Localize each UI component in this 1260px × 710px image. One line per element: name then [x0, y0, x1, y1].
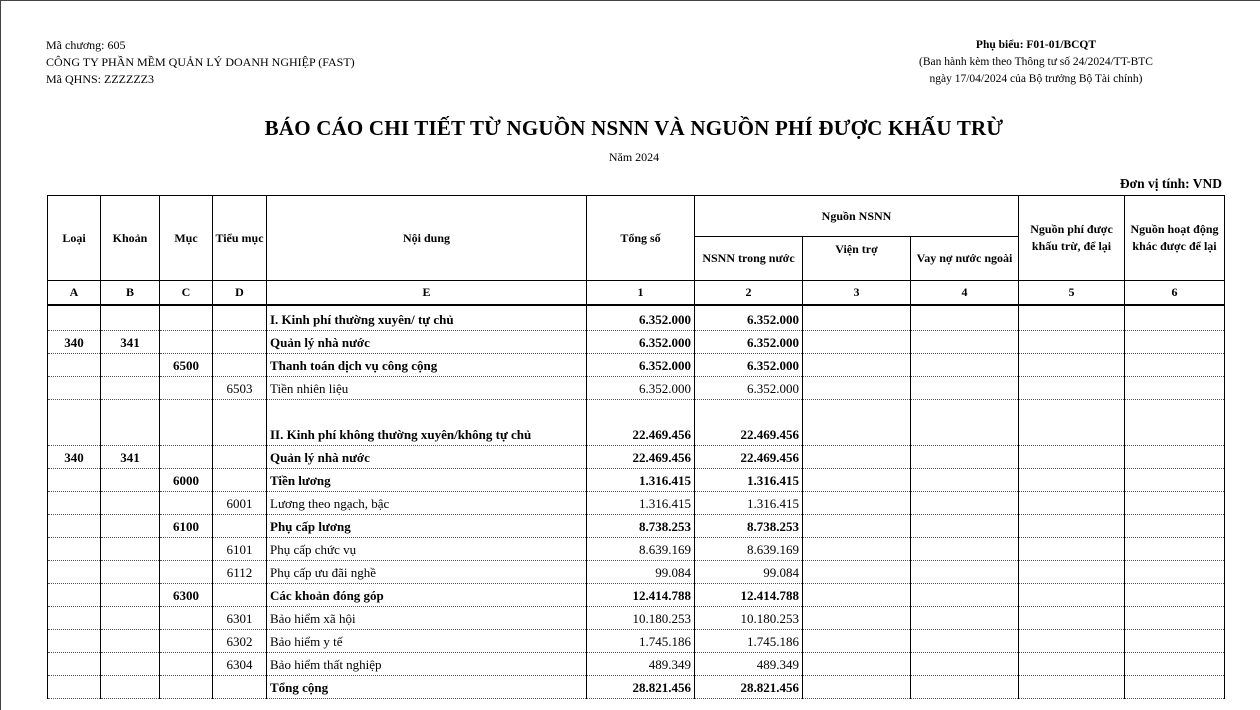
- cell-nguon-hoat-dong: [1125, 537, 1225, 560]
- cell-tieu-muc: 6301: [213, 606, 267, 629]
- cell-vien-tro: [803, 652, 911, 675]
- cell-loai: [48, 583, 101, 606]
- cell-vien-tro: [803, 468, 911, 491]
- cell-vay-no: [911, 399, 1019, 445]
- table-row: [48, 330, 1225, 353]
- currency-unit: Đơn vị tính: VND: [1119, 176, 1222, 191]
- cell-nguon-hoat-dong: [1125, 652, 1225, 675]
- code-3: 3: [803, 281, 911, 305]
- cell-vay-no: [911, 376, 1019, 399]
- table-row: [48, 491, 1225, 514]
- cell-nguon-phi: [1019, 514, 1125, 537]
- cell-noi-dung: Tổng cộng: [267, 675, 587, 698]
- report-title: BÁO CÁO CHI TIẾT TỪ NGUỒN NSNN VÀ NGUỒN PHÍ ĐƯỢC KHẤU TRỪ: [264, 116, 1004, 140]
- cell-vien-tro: [803, 399, 911, 445]
- cell-vien-tro: [803, 583, 911, 606]
- cell-tieu-muc: [213, 514, 267, 537]
- cell-nguon-phi: [1019, 491, 1125, 514]
- cell-khoan: [101, 537, 160, 560]
- cell-tong-so: 10.180.253: [587, 606, 695, 629]
- cell-vien-tro: [803, 376, 911, 399]
- cell-nsnn-trong-nuoc: 12.414.788: [695, 583, 803, 606]
- cell-vay-no: [911, 353, 1019, 376]
- cell-muc: [160, 445, 213, 468]
- cell-vay-no: [911, 652, 1019, 675]
- cell-vien-tro: [803, 537, 911, 560]
- cell-muc: 6300: [160, 583, 213, 606]
- cell-muc: [160, 399, 213, 445]
- cell-nguon-phi: [1019, 376, 1125, 399]
- circular-reference: (Ban hành kèm theo Thông tư số 24/2024/TT-BTC: [919, 56, 1153, 68]
- cell-vien-tro: [803, 330, 911, 353]
- cell-vien-tro: [803, 629, 911, 652]
- cell-noi-dung: Tiền nhiên liệu: [267, 376, 587, 399]
- cell-tong-so: 1.745.186: [587, 629, 695, 652]
- report-body: [48, 305, 1225, 699]
- cell-nguon-hoat-dong: [1125, 445, 1225, 468]
- cell-nsnn-trong-nuoc: 6.352.000: [695, 308, 803, 331]
- cell-nguon-hoat-dong: [1125, 330, 1225, 353]
- cell-nsnn-trong-nuoc: 99.084: [695, 560, 803, 583]
- cell-khoan: [101, 399, 160, 445]
- cell-loai: [48, 468, 101, 491]
- cell-nsnn-trong-nuoc: 1.745.186: [695, 629, 803, 652]
- cell-vay-no: [911, 629, 1019, 652]
- cell-loai: 340: [48, 445, 101, 468]
- cell-nsnn-trong-nuoc: 10.180.253: [695, 606, 803, 629]
- cell-muc: [160, 308, 213, 331]
- table-row: [48, 468, 1225, 491]
- cell-loai: [48, 399, 101, 445]
- chapter-code: Mã chương: 605: [46, 38, 126, 52]
- cell-loai: [48, 353, 101, 376]
- cell-vay-no: [911, 491, 1019, 514]
- cell-khoan: [101, 468, 160, 491]
- cell-vien-tro: [803, 606, 911, 629]
- cell-nguon-hoat-dong: [1125, 376, 1225, 399]
- cell-tong-so: 489.349: [587, 652, 695, 675]
- cell-vay-no: [911, 308, 1019, 331]
- cell-vay-no: [911, 560, 1019, 583]
- cell-tong-so: 8.738.253: [587, 514, 695, 537]
- cell-vay-no: [911, 675, 1019, 698]
- cell-muc: [160, 491, 213, 514]
- cell-loai: [48, 491, 101, 514]
- cell-nsnn-trong-nuoc: 6.352.000: [695, 376, 803, 399]
- cell-muc: [160, 606, 213, 629]
- cell-khoan: [101, 629, 160, 652]
- cell-vay-no: [911, 445, 1019, 468]
- cell-loai: [48, 675, 101, 698]
- code-4: 4: [911, 281, 1019, 305]
- cell-nguon-phi: [1019, 330, 1125, 353]
- cell-vien-tro: [803, 353, 911, 376]
- cell-tieu-muc: 6304: [213, 652, 267, 675]
- code-e: E: [267, 281, 587, 305]
- cell-noi-dung: Phụ cấp lương: [267, 514, 587, 537]
- cell-tieu-muc: [213, 308, 267, 331]
- cell-vien-tro: [803, 308, 911, 331]
- cell-noi-dung: Bảo hiểm thất nghiệp: [267, 652, 587, 675]
- cell-nguon-hoat-dong: [1125, 399, 1225, 445]
- cell-noi-dung: Bảo hiểm xã hội: [267, 606, 587, 629]
- cell-tong-so: 22.469.456: [587, 445, 695, 468]
- cell-nguon-hoat-dong: [1125, 308, 1225, 331]
- cell-loai: [48, 537, 101, 560]
- cell-vien-tro: [803, 560, 911, 583]
- cell-nguon-hoat-dong: [1125, 468, 1225, 491]
- col-nsnn-trong-nuoc: NSNN trong nước: [695, 237, 803, 281]
- cell-noi-dung: Phụ cấp chức vụ: [267, 537, 587, 560]
- col-loai: Loại: [48, 196, 101, 281]
- cell-nguon-hoat-dong: [1125, 629, 1225, 652]
- cell-khoan: [101, 606, 160, 629]
- cell-vay-no: [911, 606, 1019, 629]
- cell-muc: [160, 652, 213, 675]
- cell-khoan: [101, 652, 160, 675]
- cell-tieu-muc: 6302: [213, 629, 267, 652]
- cell-nsnn-trong-nuoc: 22.469.456: [695, 399, 803, 445]
- col-nguon-hoat-dong: Nguồn hoạt động khác được để lại: [1125, 196, 1225, 281]
- header-left: [46, 37, 355, 88]
- cell-nguon-phi: [1019, 583, 1125, 606]
- cell-nguon-phi: [1019, 560, 1125, 583]
- cell-muc: [160, 629, 213, 652]
- cell-tong-so: 6.352.000: [587, 330, 695, 353]
- cell-noi-dung: II. Kinh phí không thường xuyên/không tự chủ: [267, 399, 587, 445]
- cell-tong-so: 6.352.000: [587, 353, 695, 376]
- cell-nguon-hoat-dong: [1125, 583, 1225, 606]
- cell-nguon-hoat-dong: [1125, 675, 1225, 698]
- header-right: [881, 37, 1191, 88]
- cell-nguon-phi: [1019, 537, 1125, 560]
- cell-tong-so: 28.821.456: [587, 675, 695, 698]
- cell-vay-no: [911, 583, 1019, 606]
- cell-vay-no: [911, 468, 1019, 491]
- cell-nguon-phi: [1019, 353, 1125, 376]
- col-vay-no: Vay nợ nước ngoài: [911, 237, 1019, 281]
- code-5: 5: [1019, 281, 1125, 305]
- cell-nguon-phi: [1019, 308, 1125, 331]
- code-2: 2: [695, 281, 803, 305]
- cell-nsnn-trong-nuoc: 8.639.169: [695, 537, 803, 560]
- cell-noi-dung: Lương theo ngạch, bậc: [267, 491, 587, 514]
- cell-noi-dung: Các khoản đóng góp: [267, 583, 587, 606]
- cell-muc: 6100: [160, 514, 213, 537]
- cell-khoan: [101, 560, 160, 583]
- cell-noi-dung: Bảo hiểm y tế: [267, 629, 587, 652]
- table-row: [48, 606, 1225, 629]
- cell-noi-dung: Phụ cấp ưu đãi nghề: [267, 560, 587, 583]
- cell-noi-dung: Quản lý nhà nước: [267, 445, 587, 468]
- cell-nguon-phi: [1019, 399, 1125, 445]
- cell-nsnn-trong-nuoc: 22.469.456: [695, 445, 803, 468]
- cell-noi-dung: Thanh toán dịch vụ công cộng: [267, 353, 587, 376]
- cell-khoan: [101, 491, 160, 514]
- company-name: CÔNG TY PHẦN MỀM QUẢN LÝ DOANH NGHIỆP (FAST): [46, 55, 355, 69]
- cell-tieu-muc: [213, 583, 267, 606]
- cell-khoan: [101, 675, 160, 698]
- col-noi-dung: Nội dung: [267, 196, 587, 281]
- cell-nguon-hoat-dong: [1125, 353, 1225, 376]
- cell-tieu-muc: 6101: [213, 537, 267, 560]
- cell-nsnn-trong-nuoc: 8.738.253: [695, 514, 803, 537]
- code-1: 1: [587, 281, 695, 305]
- cell-loai: [48, 308, 101, 331]
- form-code: Phụ biểu: F01-01/BCQT: [975, 39, 1097, 51]
- cell-muc: [160, 560, 213, 583]
- cell-nguon-phi: [1019, 652, 1125, 675]
- cell-vay-no: [911, 514, 1019, 537]
- col-khoan: Khoản: [101, 196, 160, 281]
- cell-muc: 6500: [160, 353, 213, 376]
- cell-nguon-phi: [1019, 468, 1125, 491]
- cell-tieu-muc: [213, 399, 267, 445]
- budget-unit-code: Mã QHNS: ZZZZZZ3: [46, 72, 154, 86]
- cell-khoan: [101, 514, 160, 537]
- cell-tieu-muc: [213, 675, 267, 698]
- table-row: [48, 652, 1225, 675]
- cell-nsnn-trong-nuoc: 28.821.456: [695, 675, 803, 698]
- table-row: [48, 445, 1225, 468]
- cell-nsnn-trong-nuoc: 1.316.415: [695, 491, 803, 514]
- cell-tieu-muc: [213, 445, 267, 468]
- col-vien-tro: Viện trợ: [803, 237, 911, 281]
- cell-noi-dung: I. Kinh phí thường xuyên/ tự chủ: [267, 308, 587, 331]
- cell-nguon-phi: [1019, 629, 1125, 652]
- cell-nguon-hoat-dong: [1125, 514, 1225, 537]
- cell-loai: [48, 376, 101, 399]
- cell-noi-dung: Quản lý nhà nước: [267, 330, 587, 353]
- cell-nguon-phi: [1019, 445, 1125, 468]
- cell-muc: 6000: [160, 468, 213, 491]
- table-row: [48, 514, 1225, 537]
- cell-nsnn-trong-nuoc: 489.349: [695, 652, 803, 675]
- cell-tong-so: 8.639.169: [587, 537, 695, 560]
- cell-vien-tro: [803, 675, 911, 698]
- table-row: [48, 376, 1225, 399]
- table-row: [48, 583, 1225, 606]
- cell-tieu-muc: [213, 330, 267, 353]
- table-row: [48, 399, 1225, 445]
- col-nguon-phi: Nguồn phí được khấu trừ, để lại: [1019, 196, 1125, 281]
- cell-khoan: [101, 308, 160, 331]
- cell-khoan: [101, 376, 160, 399]
- cell-nsnn-trong-nuoc: 1.316.415: [695, 468, 803, 491]
- cell-vay-no: [911, 537, 1019, 560]
- cell-tong-so: 1.316.415: [587, 491, 695, 514]
- table-row: [48, 675, 1225, 698]
- cell-loai: [48, 514, 101, 537]
- report-table: [47, 195, 1225, 699]
- cell-khoan: [101, 353, 160, 376]
- cell-tieu-muc: [213, 353, 267, 376]
- col-muc: Mục: [160, 196, 213, 281]
- cell-vien-tro: [803, 491, 911, 514]
- cell-loai: [48, 606, 101, 629]
- cell-vien-tro: [803, 514, 911, 537]
- cell-tieu-muc: 6503: [213, 376, 267, 399]
- cell-muc: [160, 376, 213, 399]
- col-nguon-nsnn: Nguồn NSNN: [695, 196, 1019, 237]
- cell-tong-so: 22.469.456: [587, 399, 695, 445]
- cell-tong-so: 6.352.000: [587, 376, 695, 399]
- code-d: D: [213, 281, 267, 305]
- cell-nguon-phi: [1019, 606, 1125, 629]
- cell-tong-so: 6.352.000: [587, 308, 695, 331]
- cell-khoan: 341: [101, 330, 160, 353]
- cell-tieu-muc: 6112: [213, 560, 267, 583]
- code-6: 6: [1125, 281, 1225, 305]
- cell-nsnn-trong-nuoc: 6.352.000: [695, 353, 803, 376]
- cell-vay-no: [911, 330, 1019, 353]
- cell-muc: [160, 537, 213, 560]
- cell-tong-so: 99.084: [587, 560, 695, 583]
- cell-tieu-muc: 6001: [213, 491, 267, 514]
- cell-tong-so: 1.316.415: [587, 468, 695, 491]
- cell-noi-dung: Tiền lương: [267, 468, 587, 491]
- circular-date: ngày 17/04/2024 của Bộ trưởng Bộ Tài chính): [929, 73, 1143, 85]
- col-tieu-muc: Tiểu mục: [213, 196, 267, 281]
- code-b: B: [101, 281, 160, 305]
- col-tong-so: Tổng số: [587, 196, 695, 281]
- report-year: Năm 2024: [608, 150, 660, 164]
- code-a: A: [48, 281, 101, 305]
- table-row: [48, 537, 1225, 560]
- cell-loai: [48, 652, 101, 675]
- cell-vien-tro: [803, 445, 911, 468]
- cell-nguon-phi: [1019, 675, 1125, 698]
- cell-nguon-hoat-dong: [1125, 560, 1225, 583]
- table-row: [48, 629, 1225, 652]
- cell-nguon-hoat-dong: [1125, 491, 1225, 514]
- cell-loai: [48, 629, 101, 652]
- cell-muc: [160, 330, 213, 353]
- table-row: [48, 560, 1225, 583]
- cell-loai: 340: [48, 330, 101, 353]
- cell-muc: [160, 675, 213, 698]
- table-row: [48, 353, 1225, 376]
- cell-loai: [48, 560, 101, 583]
- cell-nguon-hoat-dong: [1125, 606, 1225, 629]
- cell-nsnn-trong-nuoc: 6.352.000: [695, 330, 803, 353]
- cell-khoan: 341: [101, 445, 160, 468]
- code-c: C: [160, 281, 213, 305]
- table-row: [48, 308, 1225, 331]
- cell-khoan: [101, 583, 160, 606]
- cell-tong-so: 12.414.788: [587, 583, 695, 606]
- cell-tieu-muc: [213, 468, 267, 491]
